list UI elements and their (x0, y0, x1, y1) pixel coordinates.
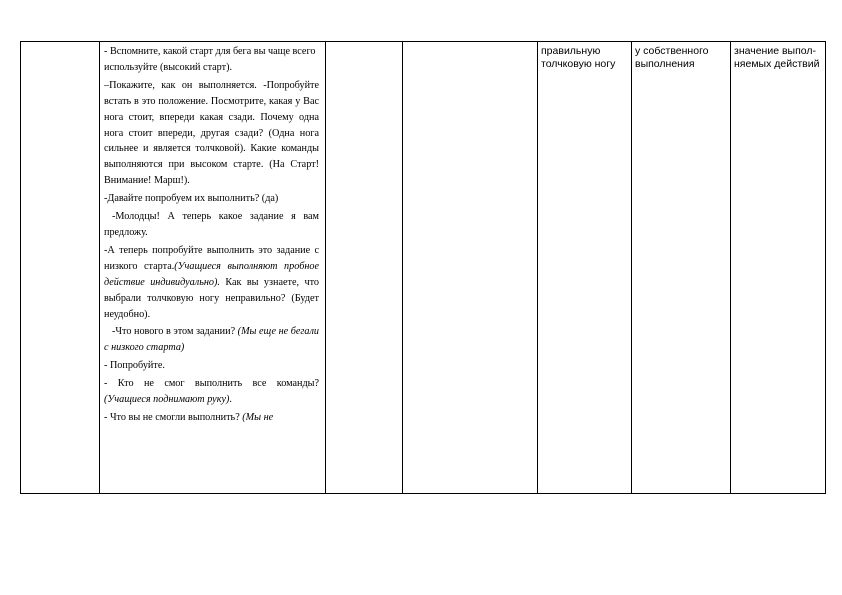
teacher-paragraph-3 (104, 191, 319, 207)
empty-cell-3 (326, 42, 403, 494)
teacher-paragraph-5 (104, 243, 319, 323)
paragraph-italic-note: (Учащиеся поднимают руку) (104, 394, 230, 406)
empty-cell-stage (21, 42, 100, 494)
value-text: значение выпол-няемых действий (734, 45, 820, 70)
paragraph-text-continued: Как вы узнаете, что выбрали толчковую ногу неправильно? (Будет неудобно). (104, 276, 319, 320)
paragraph-text: –Покажите, как он выполняется. -Попробуйте встать в это положение. Посмотрите, какая у Вас нога стоит, впереди какая сзади. Почему одна нога стоит впереди, другая сзади? (Одна нога сильнее и является толчковой). Какие команды выполняются при высоком старте. (На Старт! Внимание! Марш!). (104, 79, 319, 187)
teacher-activity-cell (100, 42, 326, 494)
paragraph-italic-note: (Учащиеся выполняют пробное действие индивидуально). (104, 260, 319, 288)
teacher-paragraph-1 (104, 44, 319, 76)
paragraph-text: -Давайте попробуем их выполнить? (да) (104, 193, 279, 205)
paragraph-text: - Попробуйте. (104, 360, 165, 372)
paragraph-text-continued: . (229, 394, 232, 406)
teacher-paragraph-7 (104, 358, 319, 374)
lesson-table (20, 41, 826, 494)
teacher-paragraph-8 (104, 376, 319, 408)
teacher-paragraph-6 (104, 324, 319, 356)
paragraph-text: -А теперь попробуйте выполнить это задание с низкого старта. (104, 244, 319, 272)
paragraph-text: - Кто не смог выполнить все команды? (104, 378, 319, 390)
teacher-paragraph-4 (104, 209, 319, 241)
empty-cell-4 (403, 42, 538, 494)
teacher-paragraph-2 (104, 78, 319, 189)
paragraph-text: - Вспомните, какой старт для бега вы чаще всего используйте (высокий старт). (104, 46, 316, 73)
paragraph-text: - Что вы не смогли выполнить? (104, 411, 243, 423)
student-action-text: правильную толчковую ногу (541, 45, 616, 70)
paragraph-text: -Молодцы! А теперь какое задание я вам предложу. (104, 211, 319, 238)
paragraph-text: -Что нового в этом задании? (112, 326, 238, 338)
paragraph-italic-note: (Мы еще не бегали с низкого старта) (104, 326, 319, 354)
control-text: у собственного выполнения (635, 45, 709, 70)
table-row (21, 42, 826, 494)
paragraph-italic-note: (Мы не (242, 411, 274, 423)
student-action-cell (538, 42, 632, 494)
value-cell (731, 42, 826, 494)
control-cell (632, 42, 731, 494)
teacher-paragraph-9 (104, 410, 319, 426)
